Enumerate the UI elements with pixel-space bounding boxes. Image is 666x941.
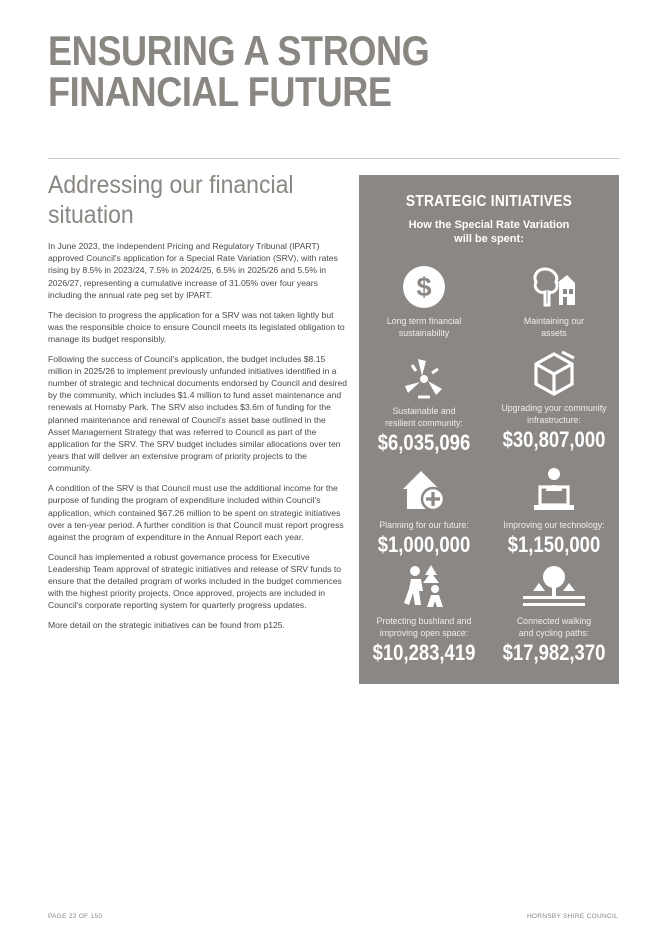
svg-text:$: $ (416, 272, 432, 302)
initiative-technology (489, 467, 619, 557)
initiative-label: Connected walking and cycling paths: (516, 616, 592, 638)
initiative-amount: $17,982,370 (502, 640, 606, 665)
initiative-label: Long term financial sustainability (386, 316, 462, 338)
tree-building-icon (531, 263, 577, 309)
strategic-initiatives-panel (359, 175, 619, 684)
paragraph: More detail on the strategic initiatives can be found from p125. (48, 620, 285, 631)
initiative-maintaining-assets (489, 263, 619, 339)
initiative-amount: $1,150,000 (507, 532, 601, 557)
panel-title: STRATEGIC INITIATIVES (405, 193, 573, 210)
initiative-planning-future (359, 467, 489, 557)
initiative-label: Planning for our future: (379, 520, 469, 530)
initiative-financial-sustainability (359, 265, 489, 339)
paragraph: Following the success of Council's application, the budget includes $8.15 million in 2025/26 to implement previously unfunded initiatives identified in a number of strategic and technical documents endorsed by Council and desired by the community, which includes $1.4 million to fund asset maintenance and renewals at Hornsby Park. The SRV also includes $3.6m of funding for the planned maintenance and renewal of Council's asset base outlined in the Asset Management Strategy that was referred to Council as part of the application for the SRV. The SRV budget includes similar allocations over ten years that will deliver an extensive program of priority projects to the community. (48, 353, 348, 474)
initiative-amount: $1,000,000 (377, 532, 471, 557)
tree-path-icon (519, 563, 589, 609)
organisation-name: HORNSBY SHIRE COUNCIL (526, 913, 618, 920)
initiative-bushland-open-space (359, 563, 489, 665)
people-trees-icon (401, 563, 447, 609)
paragraph: A condition of the SRV is that Council must use the additional income for the purpose of funding the program of expenditure included within Council's application, which contained $67.26 million to be spent on strategic initiatives over a ten-year period. A further condition is that Council must report progress against the program of expenditure in the Annual Report each year. (48, 483, 344, 542)
panel-subtitle: How the Special Rate Variation will be spent: (408, 219, 570, 245)
initiative-sustainable-community (359, 355, 489, 455)
body-text-column (48, 240, 348, 639)
initiative-walking-cycling (489, 563, 619, 665)
initiative-label: Sustainable and resilient community: (385, 406, 463, 428)
page-title: ENSURING A STRONG FINANCIAL FUTURE (48, 27, 430, 115)
section-heading: Addressing our financial situation (48, 171, 294, 229)
wind-turbine-icon (402, 355, 446, 399)
initiative-label: Upgrading your community infrastructure: (501, 403, 607, 425)
initiative-label: Improving our technology: (503, 520, 605, 530)
initiative-community-infrastructure (489, 350, 619, 452)
house-plus-icon (399, 467, 449, 513)
page-number: PAGE 22 OF 150 (48, 913, 103, 920)
initiative-amount: $30,807,000 (502, 427, 606, 452)
initiative-amount: $6,035,096 (377, 430, 471, 455)
heading-divider (48, 158, 620, 159)
dollar-icon (402, 265, 446, 309)
paragraph: In June 2023, the Independent Pricing and Regulatory Tribunal (IPART) approved Council's application for a Special Rate Variation (SRV), with rates rising by 8.5% in 2023/24, 7.5% in 2024/25, 6.5% in 2025/26 and 5.5% in 2026/27, representing a cumulative increase of 31.05% over four years including the annual rate peg set by IPART. (48, 241, 338, 300)
paragraph: Council has implemented a robust governance process for Executive Leadership Team approval of strategic initiatives and release of SRV funds to ensure that the detailed program of works included in the budget commences with the highest priority projects. Once approved, projects are included in Council's corporate reporting system for quarterly progress updates. (48, 551, 342, 611)
box-infrastructure-icon (532, 350, 576, 396)
initiative-amount: $10,283,419 (372, 640, 476, 665)
initiative-label: Protecting bushland and improving open space: (376, 616, 472, 638)
initiative-label: Maintaining our assets (523, 316, 585, 338)
laptop-user-icon (532, 467, 576, 513)
paragraph: The decision to progress the application for a SRV was not taken lightly but was the responsible choice to ensure Council meets its legislated obligation to manage its budget responsibly. (48, 309, 345, 344)
